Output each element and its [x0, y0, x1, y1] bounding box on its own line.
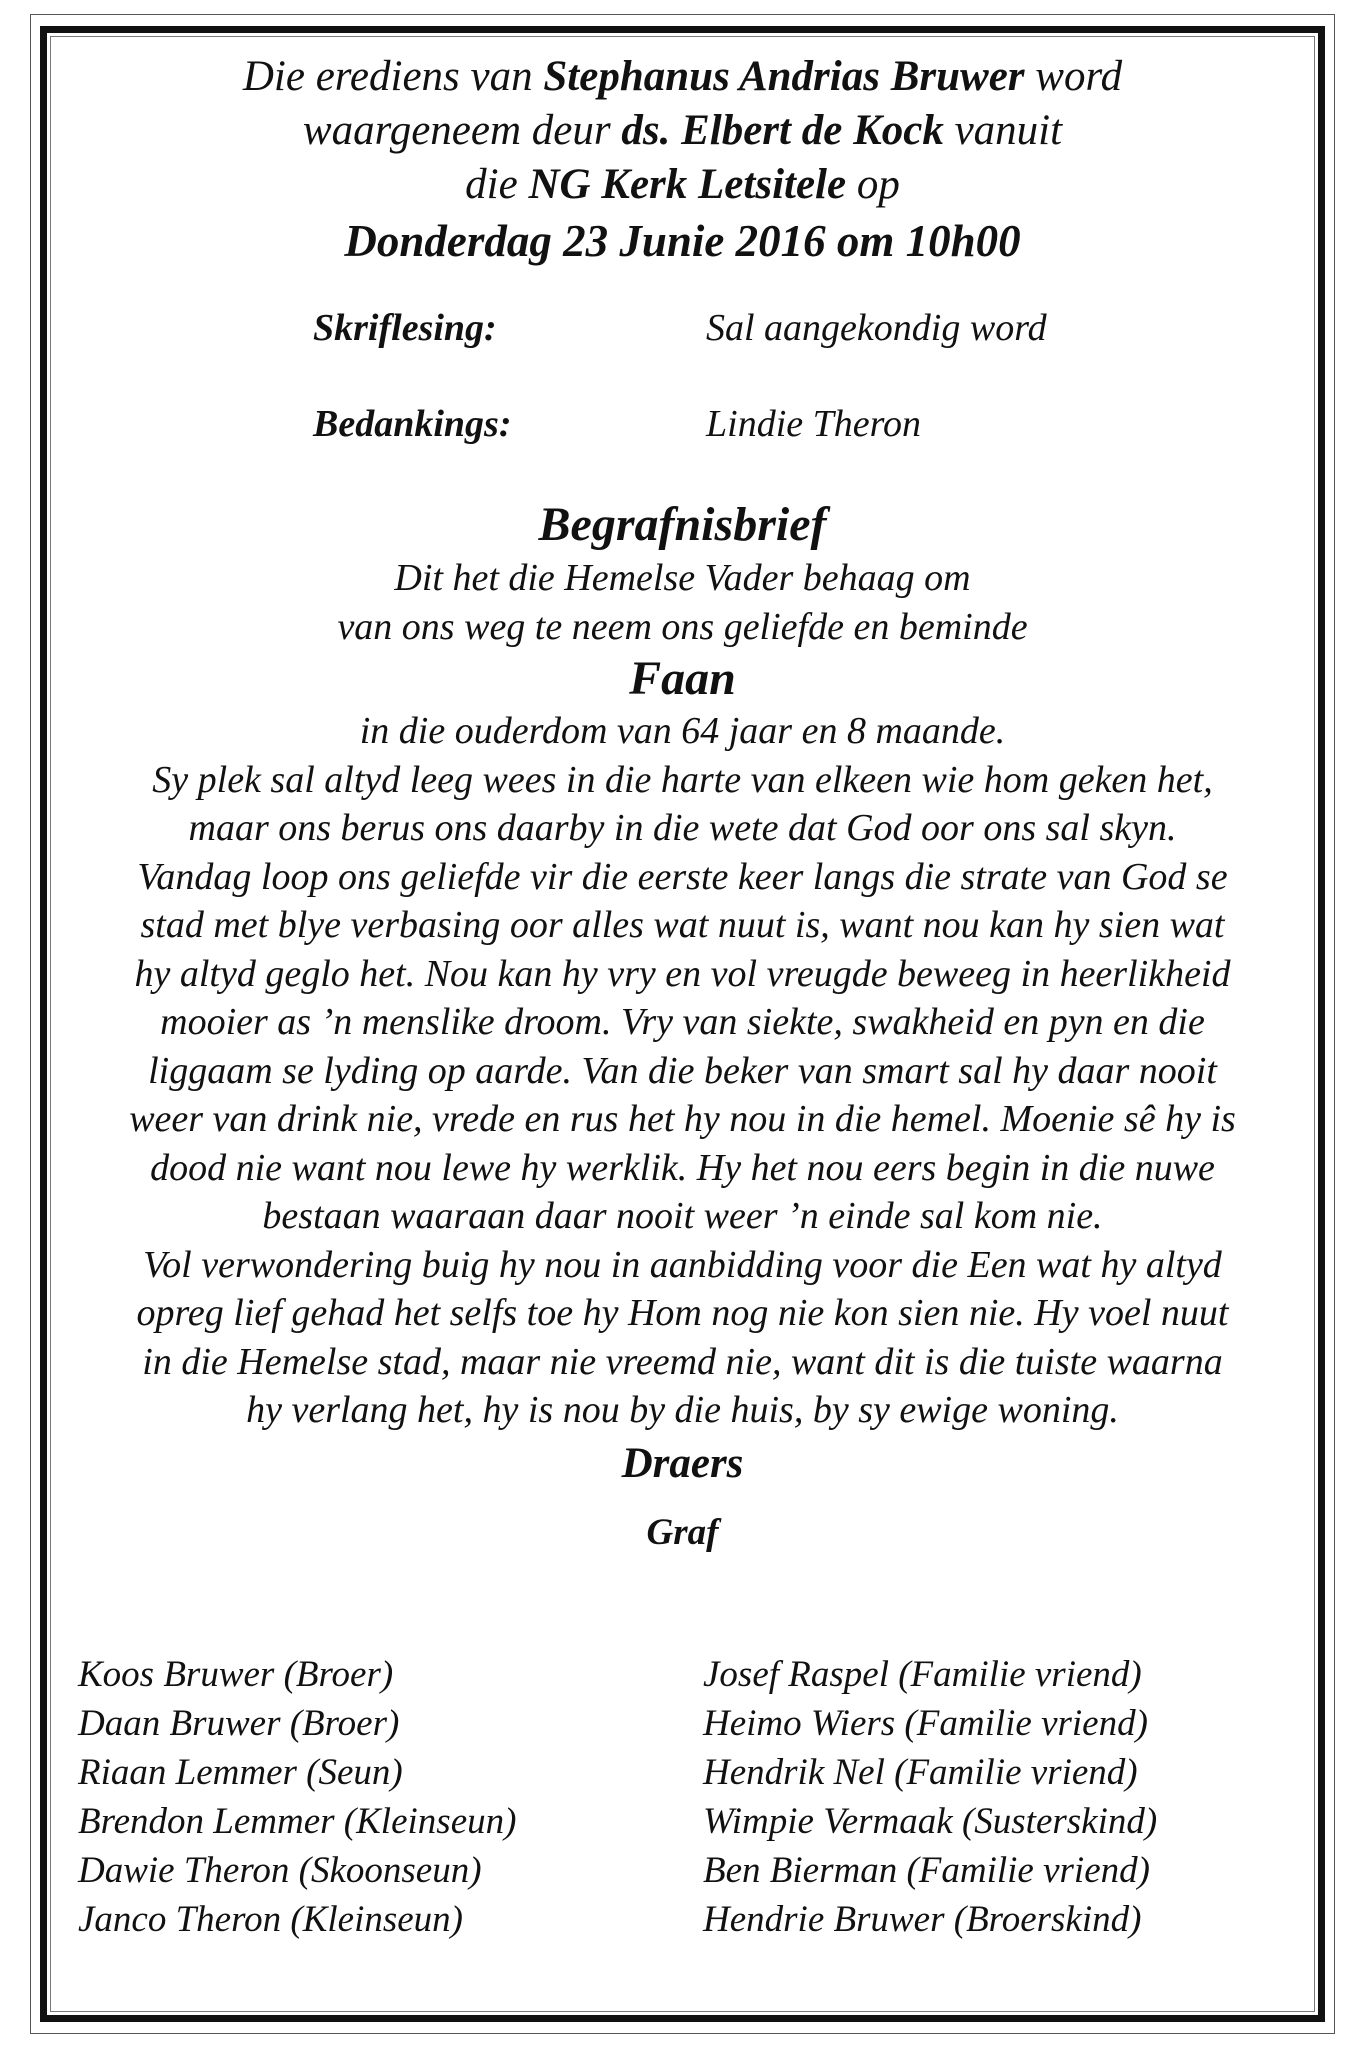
pallbearers-subtitle: Graf	[646, 1511, 719, 1553]
pallbearer-item: Heimo Wiers (Familie vriend)	[703, 1703, 1148, 1744]
letter-line: liggaam se lyding op aarde. Van die beker van smart sal hy daar nooit	[148, 1049, 1217, 1092]
letter-line: hy verlang het, hy is nou by die huis, by sy ewige woning.	[246, 1389, 1119, 1431]
service-details	[70, 304, 1295, 448]
detail-label: Skriflesing:	[313, 307, 497, 349]
service-intro	[70, 50, 1295, 212]
church-name: NG Kerk Letsitele	[528, 161, 847, 208]
letter-line: maar ons berus ons daarby in die wete dat God oor ons sal skyn.	[188, 807, 1177, 849]
letter-line: mooier as ’n menslike droom. Vry van siekte, swakheid en pyn en die	[160, 1001, 1205, 1043]
letter-body	[70, 707, 1295, 1435]
intro-line-2: waargeneem deur ds. Elbert de Kock vanuit	[302, 107, 1063, 154]
letter-line: dood nie want nou lewe hy werklik. Hy het nou eers begin in die nuwe	[150, 1146, 1215, 1189]
pallbearer-item: Brendon Lemmer (Kleinseun)	[78, 1801, 517, 1842]
letter-intro-line: Dit het die Hemelse Vader behaag om	[394, 557, 971, 599]
letter-line: Sy plek sal altyd leeg wees in die harte van elkeen wie hom geken het,	[152, 758, 1213, 801]
intro-line-3: die NG Kerk Letsitele op	[465, 161, 900, 208]
service-date-time: Donderdag 23 Junie 2016 om 10h00	[344, 216, 1021, 266]
detail-label: Bedankings:	[313, 403, 512, 445]
detail-row-thanks	[70, 400, 1295, 448]
intro-line-1: Die erediens van Stephanus Andrias Bruwer word	[242, 53, 1123, 100]
letter-line: weer van drink nie, vrede en rus het hy nou in die hemel. Moenie sê hy is	[129, 1098, 1236, 1140]
letter-intro-line: van ons weg te neem ons geliefde en beminde	[337, 605, 1028, 648]
pallbearer-item: Daan Bruwer (Broer)	[78, 1703, 400, 1744]
pallbearer-item: Ben Bierman (Familie vriend)	[703, 1850, 1150, 1891]
letter-title: Begrafnisbrief	[538, 498, 827, 551]
deceased-name: Faan	[629, 652, 736, 705]
minister-name: ds. Elbert de Kock	[621, 107, 944, 154]
pallbearer-item: Janco Theron (Kleinseun)	[78, 1899, 463, 1940]
pallbearers-list	[78, 1650, 1278, 1944]
letter-line: Vol verwondering buig hy nou in aanbidding voor die Een wat hy altyd	[143, 1243, 1222, 1286]
funeral-notice	[70, 50, 1295, 1557]
letter-line: Vandag loop ons geliefde vir die eerste keer langs die strate van God se	[137, 855, 1228, 898]
letter-intro	[70, 554, 1295, 651]
pallbearer-item: Hendrik Nel (Familie vriend)	[703, 1752, 1138, 1793]
pallbearers-title: Draers	[621, 1439, 744, 1487]
detail-row-scripture	[70, 304, 1295, 352]
pallbearer-item: Hendrie Bruwer (Broerskind)	[703, 1899, 1142, 1940]
pallbearer-item: Koos Bruwer (Broer)	[78, 1654, 394, 1695]
pallbearers-right-column	[703, 1650, 1278, 1944]
pallbearer-item: Wimpie Vermaak (Susterskind)	[703, 1801, 1158, 1842]
pallbearer-item: Riaan Lemmer (Seun)	[78, 1752, 403, 1793]
letter-line: in die Hemelse stad, maar nie vreemd nie, want dit is die tuiste waarna	[142, 1340, 1223, 1383]
letter-line: bestaan waaraan daar nooit weer ’n einde sal kom nie.	[262, 1195, 1103, 1237]
deceased-full-name: Stephanus Andrias Bruwer	[543, 53, 1025, 100]
pallbearer-item: Dawie Theron (Skoonseun)	[78, 1850, 482, 1891]
letter-line: opreg lief gehad het selfs toe hy Hom nog nie kon sien nie. Hy voel nuut	[136, 1292, 1229, 1334]
letter-line: in die ouderdom van 64 jaar en 8 maande.	[359, 710, 1006, 752]
detail-value: Sal aangekondig word	[706, 307, 1047, 349]
detail-value: Lindie Theron	[706, 403, 921, 445]
letter-line: hy altyd geglo het. Nou kan hy vry en vol vreugde beweeg in heerlikheid	[134, 952, 1231, 995]
pallbearer-item: Josef Raspel (Familie vriend)	[703, 1654, 1142, 1695]
pallbearers-left-column	[78, 1650, 703, 1944]
letter-line: stad met blye verbasing oor alles wat nuut is, want nou kan hy sien wat	[140, 904, 1225, 946]
